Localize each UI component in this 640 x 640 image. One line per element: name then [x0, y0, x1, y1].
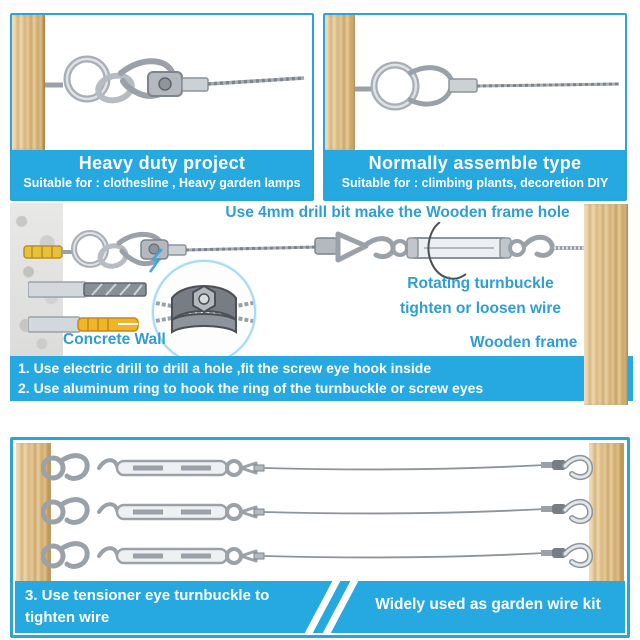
wooden-frame-post-illustration [584, 204, 628, 405]
zoom-pointer-lightning-icon [148, 248, 168, 274]
drill-note-label: Use 4mm drill bit make the Wooden frame hole [225, 204, 570, 221]
turnbuckle-wire-row-icon [41, 536, 601, 576]
screw-eye-looped-wire-ferrule-icon [355, 55, 623, 135]
wire-rope-clamp-icon [154, 262, 254, 362]
bottom-caption-banner [15, 581, 625, 633]
screw-eye-ring-hook-clamp-wire-icon [45, 43, 307, 138]
turnbuckle-wire-row-icon [41, 448, 601, 488]
steps-banner [10, 356, 633, 401]
rotating-note-line2: tighten or loosen wire [399, 300, 562, 317]
turnbuckle-wire-row-icon [41, 492, 601, 532]
wooden-post-illustration [325, 15, 355, 150]
panel-subtitle: Suitable for : climbing plants, decoretion DIY [341, 176, 609, 190]
wooden-frame-label: Wooden frame [470, 334, 578, 351]
panel-heavy-duty [10, 13, 314, 201]
step3-line1: 3. Use tensioner eye turnbuckle to [25, 587, 270, 604]
step3-text [25, 585, 269, 629]
caption-banner [12, 150, 312, 199]
step3-line2: tighten wire [25, 609, 110, 626]
concrete-wall-label: Concrete Wall [63, 331, 166, 348]
wooden-post-illustration [12, 15, 45, 150]
garden-wire-kit-panel [10, 437, 630, 638]
clamp-zoom-circle [152, 260, 256, 364]
usage-label: Widely used as garden wire kit [375, 596, 601, 613]
step1-text: 1. Use electric drill to drill a hole ,fit the screw eye hook inside [18, 360, 432, 376]
rotating-turnbuckle-note [368, 271, 593, 321]
step2-text: 2. Use aluminum ring to hook the ring of the turnbuckle or screw eyes [18, 380, 484, 396]
panel-title: Heavy duty project [78, 153, 246, 173]
panel-title: Normally assemble type [368, 153, 582, 173]
panel-subtitle: Suitable for : clothesline , Heavy garden lamps [23, 176, 301, 190]
caption-banner [325, 150, 625, 199]
rotating-note-line1: Rotating turnbuckle [407, 275, 554, 292]
panel-normal-assemble [323, 13, 627, 201]
